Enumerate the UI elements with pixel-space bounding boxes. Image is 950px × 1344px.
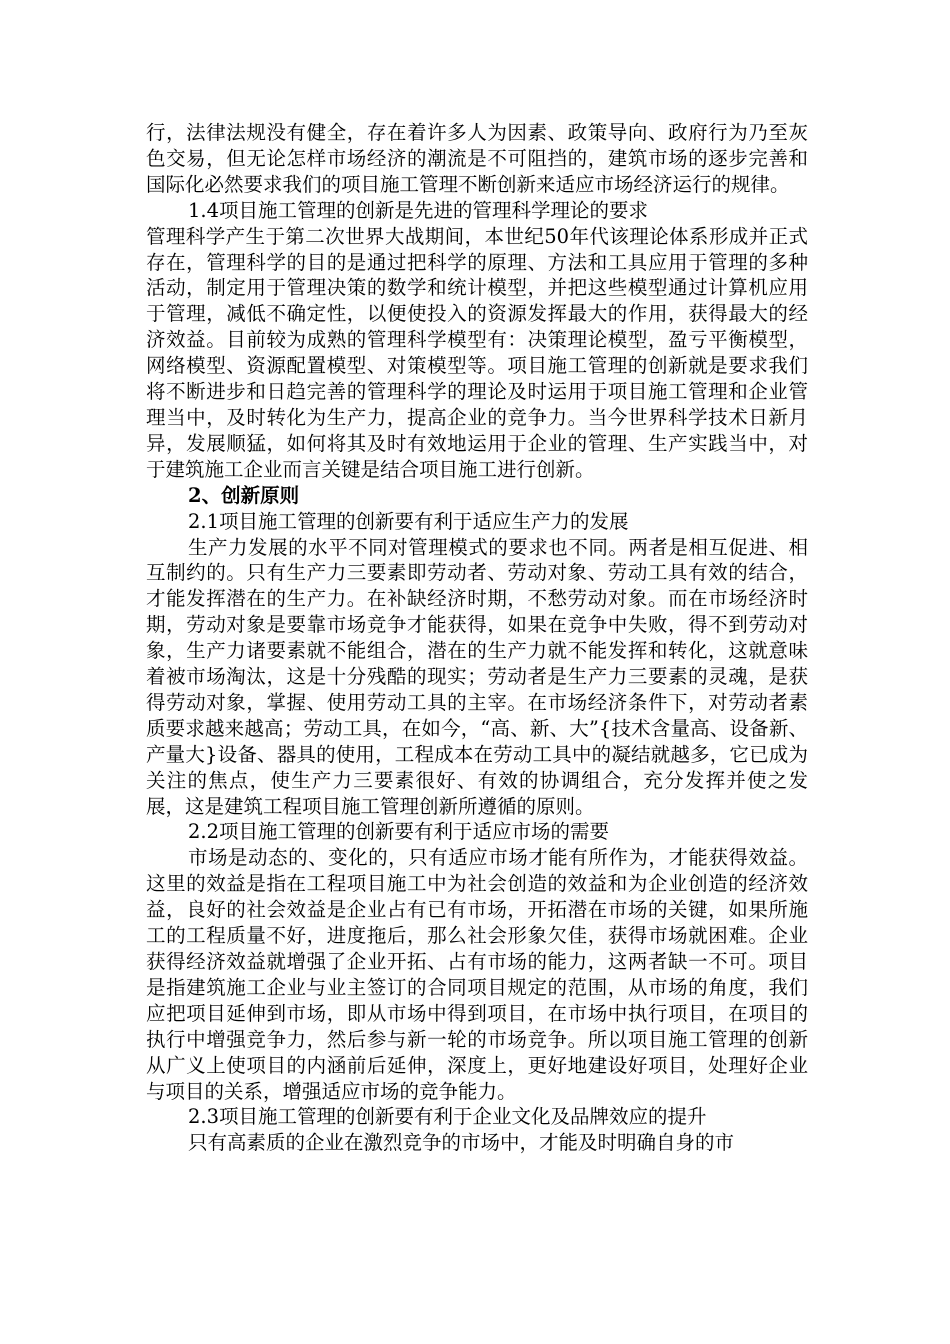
section-title-2-3: 2.3项目施工管理的创新要有利于企业文化及品牌效应的提升 (188, 1105, 707, 1129)
section-title-2-1: 2.1项目施工管理的创新要有利于适应生产力的发展 (188, 509, 629, 533)
heading-innovation-principles: 2、创新原则 (188, 483, 300, 507)
paragraph-enterprise-culture: 只有高素质的企业在激烈竞争的市场中，才能及时明确自身的市 (188, 1131, 735, 1155)
paragraph-productivity: 生产力发展的水平不同对管理模式的要求也不同。两者是相互促进、相互制约的。只有生产力三要素即劳动者、劳动对象、劳动工具有效的结合，才能发挥潜在的生产力。在补缺经济时期，不愁劳动对象。而在市场经济时期，劳动对象是要靠市场竞争才能获得，如果在竞争中失败，得不到劳动对象，生产力诸要素就不能组合，潜在的生产力就不能发挥和转化，这就意味着被市场淘汰，这是十分残酷的现实；劳动者是生产力三要素的灵魂，是获得劳动对象，掌握、使用劳动工具的主宰。在市场经济条件下，对劳动者素质要求越来越高；劳动工具，在如今，“高、新、大”{技术含量高、设备新、产量大}设备、器具的使用，工程成本在劳动工具中的凝结就越多，它已成为关注的焦点，使生产力三要素很好、有效的协调组合，充分发挥并使之发展，这是建筑工程项目施工管理创新所遵循的原则。 (146, 535, 808, 818)
document-page (146, 120, 808, 1156)
paragraph-market: 市场是动态的、变化的，只有适应市场才能有所作为，才能获得效益。这里的效益是指在工程项目施工中为社会创造的效益和为企业创造的经济效益，良好的社会效益是企业占有已有市场，开拓潜在市场的关键，如果所施工的工程质量不好，进度拖后，那么社会形象欠佳，获得市场就困难。企业获得经济效益就增强了企业开拓、占有市场的能力，这两者缺一不可。项目是指建筑施工企业与业主签订的合同项目规定的范围，从市场的角度，我们应把项目延伸到市场，即从市场中得到项目，在市场中执行项目，在项目的执行中增强竞争力，然后参与新一轮的市场竞争。所以项目施工管理的创新从广义上使项目的内涵前后延伸，深度上，更好地建设好项目，处理好企业与项目的关系，增强适应市场的竞争能力。 (146, 846, 808, 1103)
paragraph-continuation: 行，法律法规没有健全，存在着许多人为因素、政策导向、政府行为乃至灰色交易，但无论怎样市场经济的潮流是不可阻挡的，建筑市场的逐步完善和国际化必然要求我们的项目施工管理不断创新来适应市场经济运行的规律。 (146, 121, 808, 196)
paragraph-management-science: 管理科学产生于第二次世界大战期间，本世纪50年代该理论体系形成并正式存在，管理科学的目的是通过把科学的原理、方法和工具应用于管理的多种活动，制定用于管理决策的数学和统计模型，并把这些模型通过计算机应用于管理，减低不确定性，以便使投入的资源发挥最大的作用，获得最大的经济效益。目前较为成熟的管理科学模型有：决策理论模型，盈亏平衡模型，网络模型、资源配置模型、对策模型等。项目施工管理的创新就是要求我们将不断进步和日趋完善的管理科学的理论及时运用于项目施工管理和企业管理当中，及时转化为生产力，提高企业的竞争力。当今世界科学技术日新月异，发展顺猛，如何将其及时有效地运用于企业的管理、生产实践当中，对于建筑施工企业而言关键是结合项目施工进行创新。 (146, 224, 808, 481)
section-title-2-2: 2.2项目施工管理的创新要有利于适应市场的需要 (188, 820, 610, 844)
section-title-1-4: 1.4项目施工管理的创新是先进的管理科学理论的要求 (188, 198, 649, 222)
